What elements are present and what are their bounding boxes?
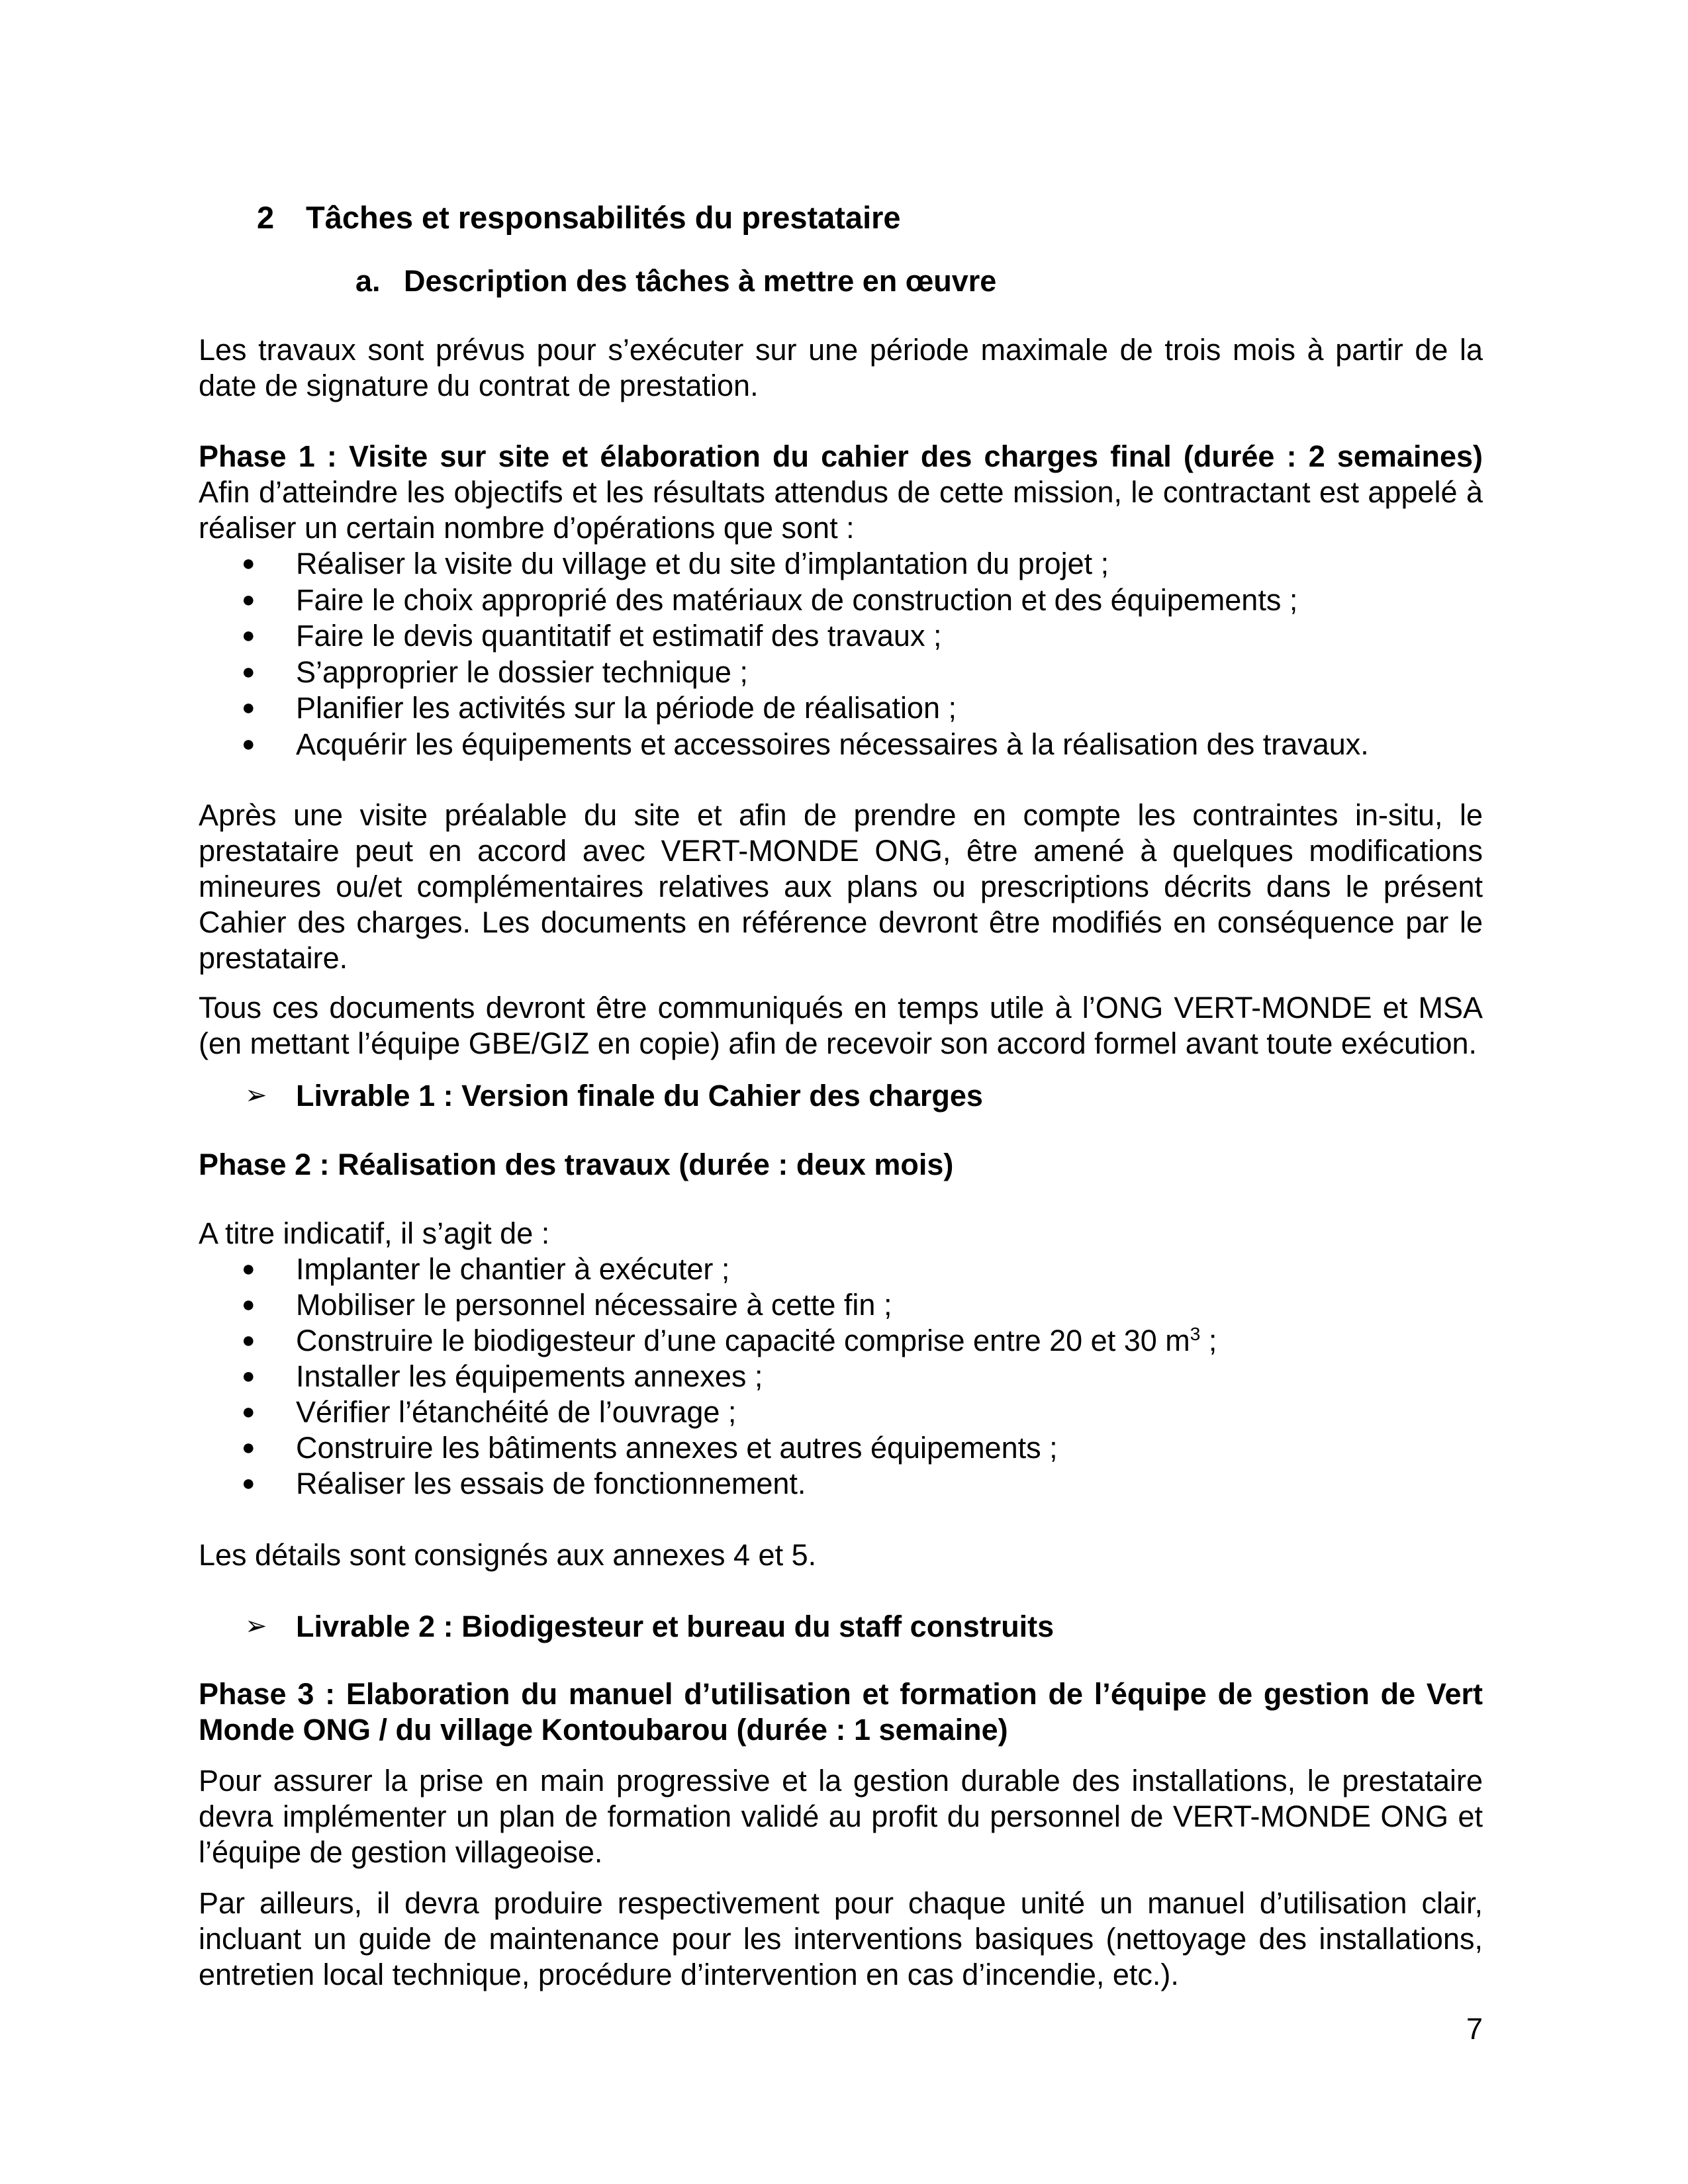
list-item: Implanter le chantier à exécuter ; (296, 1252, 730, 1286)
paragraph-line: Tous ces documents devront être communiqués en temps utile à l’ONG VERT-MONDE et MSA (199, 991, 1483, 1024)
list-item: Planifier les activités sur la période de réalisation ; (296, 691, 957, 725)
bullet-icon: ● (242, 551, 256, 576)
list-item: Réaliser les essais de fonctionnement. (296, 1467, 806, 1500)
paragraph-line: devra implémenter un plan de formation validé au profit du personnel de VERT-MONDE ONG et (199, 1799, 1483, 1833)
deliverable-1: Livrable 1 : Version finale du Cahier des charges (296, 1079, 983, 1113)
bullet-icon: ● (242, 1471, 256, 1496)
bullet-icon: ● (242, 1328, 256, 1353)
bullet-icon: ● (242, 659, 256, 684)
paragraph-line: l’équipe de gestion villageoise. (199, 1835, 603, 1869)
list-item: Vérifier l’étanchéité de l’ouvrage ; (296, 1395, 737, 1429)
intro-line-1: Les travaux sont prévus pour s’exécuter sur une période maximale de trois mois à partir de la (199, 333, 1483, 367)
bullet-icon: ● (242, 1363, 256, 1388)
phase3-title-line-2: Monde ONG / du village Kontoubarou (durée : 1 semaine) (199, 1713, 1008, 1747)
subsection-title: Description des tâches à mettre en œuvre (404, 264, 997, 298)
bullet-icon: ● (242, 1399, 256, 1424)
phase3-title-line-1: Phase 3 : Elaboration du manuel d’utilisation et formation de l’équipe de gestion de Vert (199, 1677, 1483, 1711)
paragraph-line: mineures ou/et complémentaires relatives aux plans ou prescriptions décrits dans le présent (199, 870, 1483, 903)
paragraph-line: incluant un guide de maintenance pour les interventions basiques (nettoyage des installations, (199, 1922, 1483, 1956)
paragraph-line: Cahier des charges. Les documents en référence devront être modifiés en conséquence par le (199, 905, 1483, 939)
phase2-title: Phase 2 : Réalisation des travaux (durée : deux mois) (199, 1148, 954, 1181)
page-number: 7 (1466, 2012, 1483, 2046)
section-number: 2 (257, 200, 275, 235)
list-item: Faire le choix approprié des matériaux de construction et des équipements ; (296, 583, 1298, 617)
paragraph-line: (en mettant l’équipe GBE/GIZ en copie) afin de recevoir son accord formel avant toute exécution. (199, 1026, 1477, 1060)
list-item: S’approprier le dossier technique ; (296, 655, 748, 689)
list-item-text: Construire le biodigesteur d’une capacité comprise entre 20 et 30 m (296, 1324, 1190, 1357)
list-item: Acquérir les équipements et accessoires nécessaires à la réalisation des travaux. (296, 727, 1369, 761)
list-item: Faire le devis quantitatif et estimatif des travaux ; (296, 619, 942, 653)
subsection-marker: a. (355, 264, 381, 298)
bullet-icon: ● (242, 623, 256, 648)
list-item: Mobiliser le personnel nécessaire à cette fin ; (296, 1288, 892, 1322)
list-item: Installer les équipements annexes ; (296, 1359, 763, 1393)
paragraph-line: entretien local technique, procédure d’intervention en cas d’incendie, etc.). (199, 1958, 1179, 1991)
bullet-icon: ● (242, 1435, 256, 1460)
arrow-bullet-icon: ➢ (245, 1081, 267, 1110)
list-item: Construire les bâtiments annexes et autres équipements ; (296, 1431, 1058, 1465)
bullet-icon: ● (242, 587, 256, 612)
superscript: 3 (1190, 1324, 1201, 1344)
bullet-icon: ● (242, 1256, 256, 1281)
arrow-bullet-icon: ➢ (245, 1612, 267, 1641)
paragraph-line: Par ailleurs, il devra produire respectivement pour chaque unité un manuel d’utilisation clair, (199, 1886, 1483, 1920)
list-item-tail: ; (1200, 1324, 1217, 1357)
phase1-title: Phase 1 : Visite sur site et élaboration du cahier des charges final (durée : 2 semaines) (199, 439, 1483, 473)
list-item (296, 1322, 1217, 1359)
paragraph-line: Après une visite préalable du site et afin de prendre en compte les contraintes in-situ, le (199, 798, 1483, 832)
phase1-intro-line-1: Afin d’atteindre les objectifs et les résultats attendus de cette mission, le contractant est appelé à (199, 475, 1483, 509)
intro-line-2: date de signature du contrat de prestation. (199, 369, 759, 402)
phase2-intro: A titre indicatif, il s’agit de : (199, 1216, 550, 1250)
paragraph-line: prestataire. (199, 941, 348, 975)
list-item: Réaliser la visite du village et du site d’implantation du projet ; (296, 547, 1109, 580)
bullet-icon: ● (242, 1292, 256, 1317)
paragraph-line: Pour assurer la prise en main progressive et la gestion durable des installations, le prestataire (199, 1764, 1483, 1797)
bullet-icon: ● (242, 731, 256, 756)
bullet-icon: ● (242, 695, 256, 720)
phase1-intro-line-2: réaliser un certain nombre d’opérations que sont : (199, 511, 855, 545)
deliverable-2: Livrable 2 : Biodigesteur et bureau du staff construits (296, 1610, 1055, 1643)
paragraph-line: prestataire peut en accord avec VERT-MONDE ONG, être amené à quelques modifications (199, 834, 1483, 868)
section-title: Tâches et responsabilités du prestataire (306, 200, 901, 235)
phase2-details: Les détails sont consignés aux annexes 4 et 5. (199, 1538, 817, 1572)
